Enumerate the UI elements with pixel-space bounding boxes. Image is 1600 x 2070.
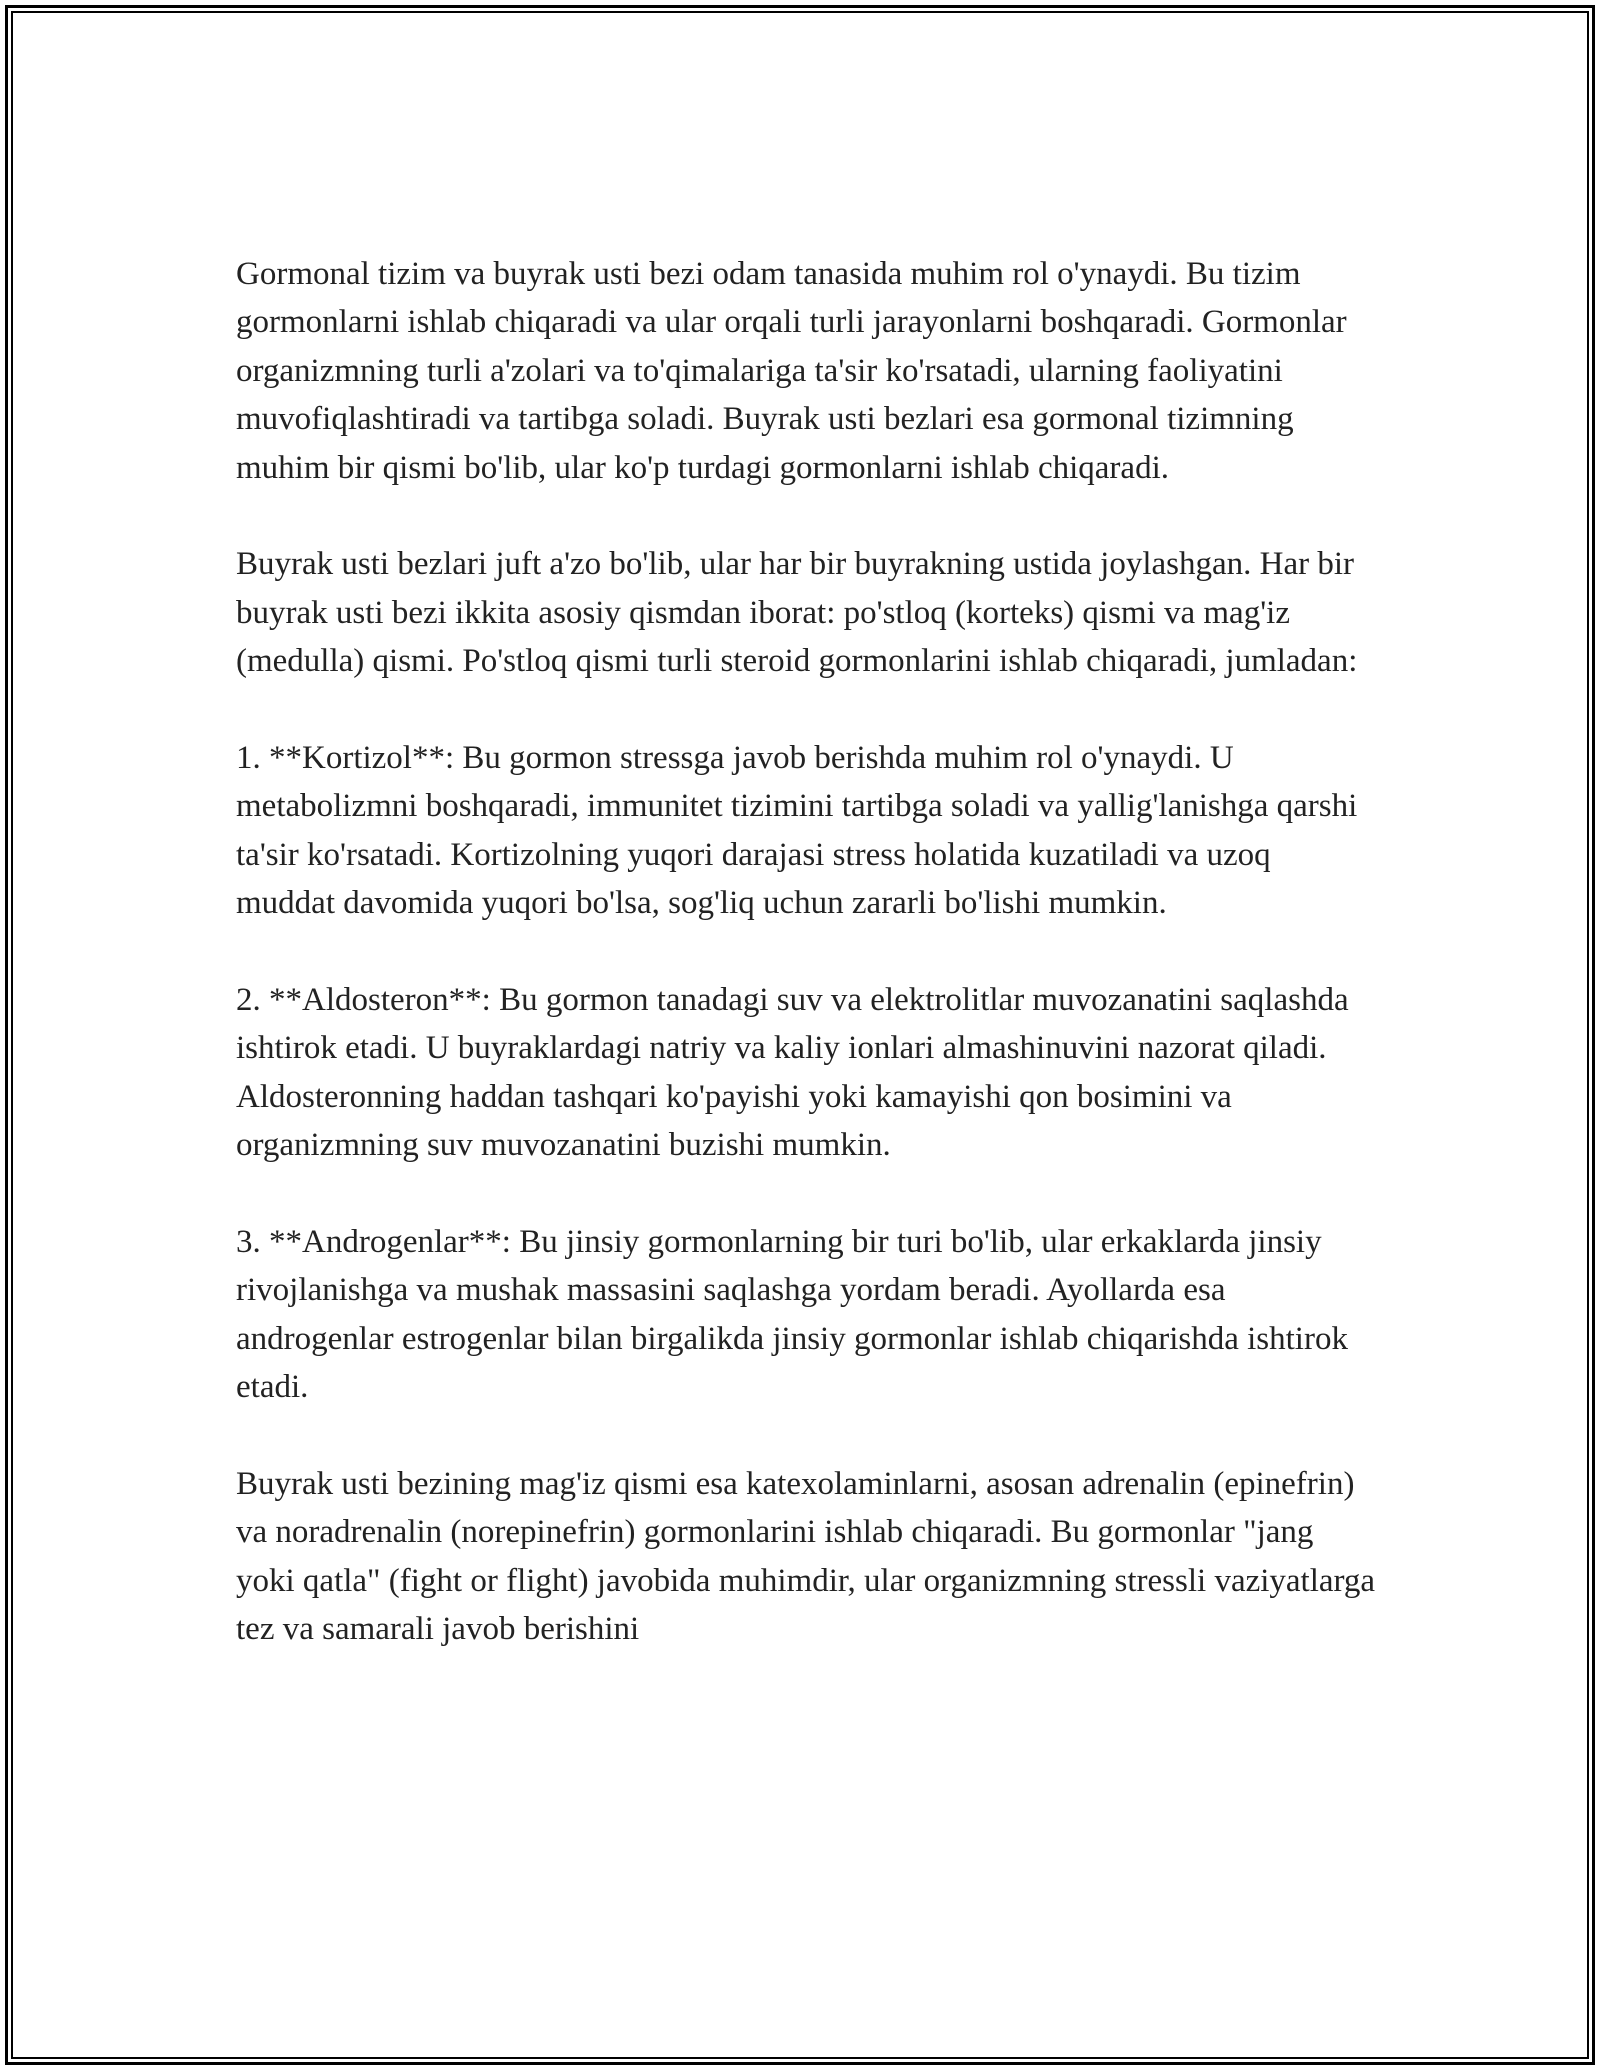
list-item-androgenlar: 3. **Androgenlar**: Bu jinsiy gormonlarning bir turi bo'lib, ular erkaklarda jinsiy rivojlanishga va mushak massasini saqlashga yordam beradi. Ayollarda esa androgenlar estrogenlar bilan birgalikda jinsiy gormonlar ishlab chiqarishda ishtirok etadi.: [236, 1224, 1348, 1406]
list-item-kortizol: 1. **Kortizol**: Bu gormon stressga javob berishda muhim rol o'ynaydi. U metabolizmni boshqaradi, immunitet tizimini tartibga soladi va yallig'lanishga qarshi ta'sir ko'rsatadi. Kortizolning yuqori darajasi stress holatida kuzatiladi va uzoq muddat davomida yuqori bo'lsa, sog'liq uchun zararli bo'lishi mumkin.: [236, 740, 1358, 922]
paragraph-medulla: Buyrak usti bezining mag'iz qismi esa katexolaminlarni, asosan adrenalin (epinefrin) va noradrenalin (norepinefrin) gormonlarini ishlab chiqaradi. Bu gormonlar "jang yoki qatla" (fight or flight) javobida muhimdir, ular organizmning stressli vaziyatlarga tez va samarali javob berishini: [236, 1466, 1376, 1648]
paragraph-intro: Gormonal tizim va buyrak usti bezi odam tanasida muhim rol o'ynaydi. Bu tizim gormonlarni ishlab chiqaradi va ular orqali turli jarayonlarni boshqaradi. Gormonlar organizmning turli a'zolari va to'qimalariga ta'sir ko'rsatadi, ularning faoliyatini muvofiqlashtiradi va tartibga soladi. Buyrak usti bezlari esa gormonal tizimning muhim bir qismi bo'lib, ular ko'p turdagi gormonlarni ishlab chiqaradi.: [236, 256, 1347, 486]
list-item-aldosteron: 2. **Aldosteron**: Bu gormon tanadagi suv va elektrolitlar muvozanatini saqlashda ishtirok etadi. U buyraklardagi natriy va kaliy ionlari almashinuvini nazorat qiladi. Aldosteronning haddan tashqari ko'payishi yoki kamayishi qon bosimini va organizmning suv muvozanatini buzishi mumkin.: [236, 982, 1349, 1164]
paragraph-adrenal-structure: Buyrak usti bezlari juft a'zo bo'lib, ular har bir buyrakning ustida joylashgan. Har bir buyrak usti bezi ikkita asosiy qismdan iborat: po'stloq (korteks) qismi va mag'iz (medulla) qismi. Po'stloq qismi turli steroid gormonlarini ishlab chiqaradi, jumladan:: [236, 546, 1358, 680]
document-body: [236, 250, 1376, 1654]
